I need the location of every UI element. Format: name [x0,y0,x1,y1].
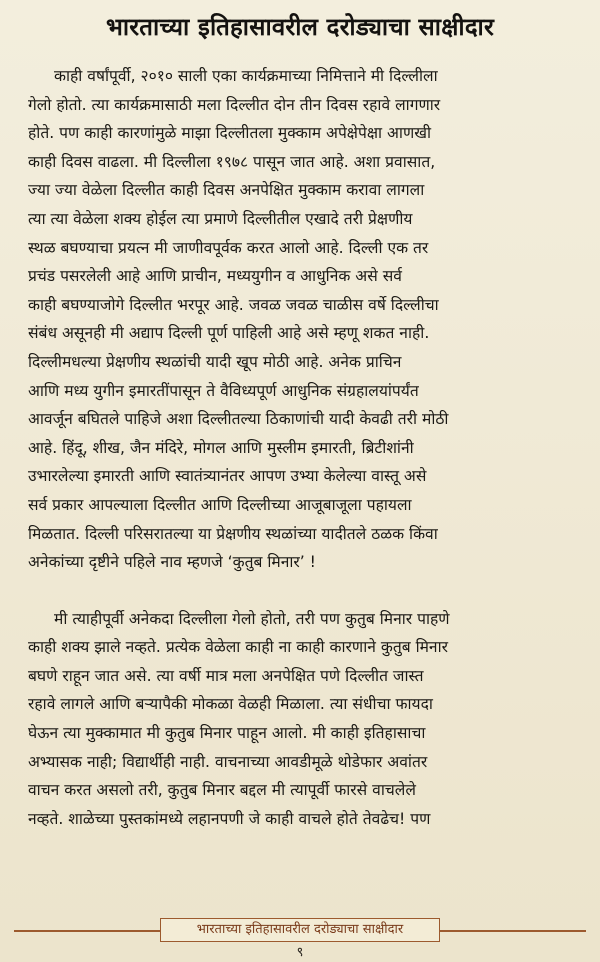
text-line: होते. पण काही कारणांमुळे माझा दिल्लीतला मुक्काम अपेक्षेपेक्षा आणखी [28,124,432,143]
paragraph-2 [28,605,576,834]
text-line: ज्या ज्या वेळेला दिल्लीत काही दिवस अनपेक्षित मुक्काम करावा लागला [28,181,425,200]
text-line: घेऊन त्या मुक्कामात मी कुतुब मिनार पाहून आलो. मी काही इतिहासाचा [28,724,426,743]
text-line: अभ्यासक नाही; विद्यार्थीही नाही. वाचनाच्या आवडीमूळे थोडेफार अवांतर [28,752,428,771]
text-line: संबंध असूनही मी अद्याप दिल्ली पूर्ण पाहिली आहे असे म्हणू शकत नाही. [28,324,430,343]
text-line: स्थळ बघण्याचा प्रयत्न मी जाणीवपूर्वक करत आलो आहे. दिल्ली एक तर [28,238,429,257]
text-line: नव्हते. शाळेच्या पुस्तकांमध्ये लहानपणी जे काही वाचले होते तेवढेच! पण [28,809,431,828]
text-line: अनेकांच्या दृष्टीने पहिले नाव म्हणजे ‘कुतुब मिनार’ ! [28,553,316,572]
text-line: आवर्जून बघितले पाहिजे अशा दिल्लीतल्या ठिकाणांची यादी केवढी तरी मोठी [28,410,449,429]
text-line: सर्व प्रकार आपल्याला दिल्लीत आणि दिल्लीच्या आजूबाजूला पहायला [28,495,412,514]
text-line: वाचन करत असलो तरी, कुतुब मिनार बद्दल मी त्यापूर्वी फारसे वाचलेले [28,781,416,800]
text-line: रहावे लागले आणि बऱ्यापैकी मोकळा वेळही मिळाला. त्या संधीचा फायदा [28,695,433,714]
running-title: भारताच्या इतिहासावरील दरोड्याचा साक्षीदार [160,918,440,942]
text-line: काही शक्य झाले नव्हते. प्रत्येक वेळेला काही ना काही कारणाने कुतुब मिनार [28,638,449,657]
text-line: आहे. हिंदू, शीख, जैन मंदिरे, मोगल आणि मुस्लीम इमारती, ब्रिटीशांनी [28,438,414,457]
page-title: भारताच्या इतिहासावरील दरोड्याचा साक्षीदार [105,13,494,41]
body-text [28,62,576,833]
text-line: प्रचंड पसरलेली आहे आणि प्राचीन, मध्ययुगीन व आधुनिक असे सर्व [28,267,402,286]
text-line: आणि मध्य युगीन इमारतींपासून ते वैविध्यपूर्ण आधुनिक संग्रहालयांपर्यंत [28,381,419,400]
footer-rule-left [14,930,160,932]
paragraph-gap [28,577,576,605]
text-line: काही दिवस वाढला. मी दिल्लीला १९७८ पासून जात आहे. अशा प्रवासात, [28,152,436,171]
text-line: काही वर्षांपूर्वी, २०१० साली एका कार्यक्रमाच्या निमित्ताने मी दिल्लीला [54,67,438,85]
paragraph-1 [28,62,576,577]
page-footer [0,918,600,962]
text-line: मिळतात. दिल्ली परिसरातल्या या प्रेक्षणीय स्थळांच्या यादीतले ठळक किंवा [28,524,438,543]
text-line: उभारलेल्या इमारती आणि स्वातंत्र्यानंतर आपण उभ्या केलेल्या वास्तू असे [28,467,427,486]
text-line: गेलो होतो. त्या कार्यक्रमासाठी मला दिल्लीत दोन तीन दिवस रहावे लागणार [28,95,441,114]
text-line: त्या त्या वेळेला शक्य होईल त्या प्रमाणे दिल्लीतील एखादे तरी प्रेक्षणीय [28,209,413,228]
footer-rule-right [440,930,586,932]
text-line: बघणे राहून जात असे. त्या वर्षी मात्र मला अनपेक्षित पणे दिल्लीत जास्त [28,666,424,685]
text-line: दिल्लीमधल्या प्रेक्षणीय स्थळांची यादी खूप मोठी आहे. अनेक प्राचिन [28,352,402,371]
text-line: काही बघण्याजोगे दिल्लीत भरपूर आहे. जवळ जवळ चाळीस वर्षे दिल्लीचा [28,295,439,314]
text-line: मी त्याहीपूर्वी अनेकदा दिल्लीला गेलो होतो, तरी पण कुतुब मिनार पाहणे [54,609,450,628]
page-number: ९ [296,945,304,960]
